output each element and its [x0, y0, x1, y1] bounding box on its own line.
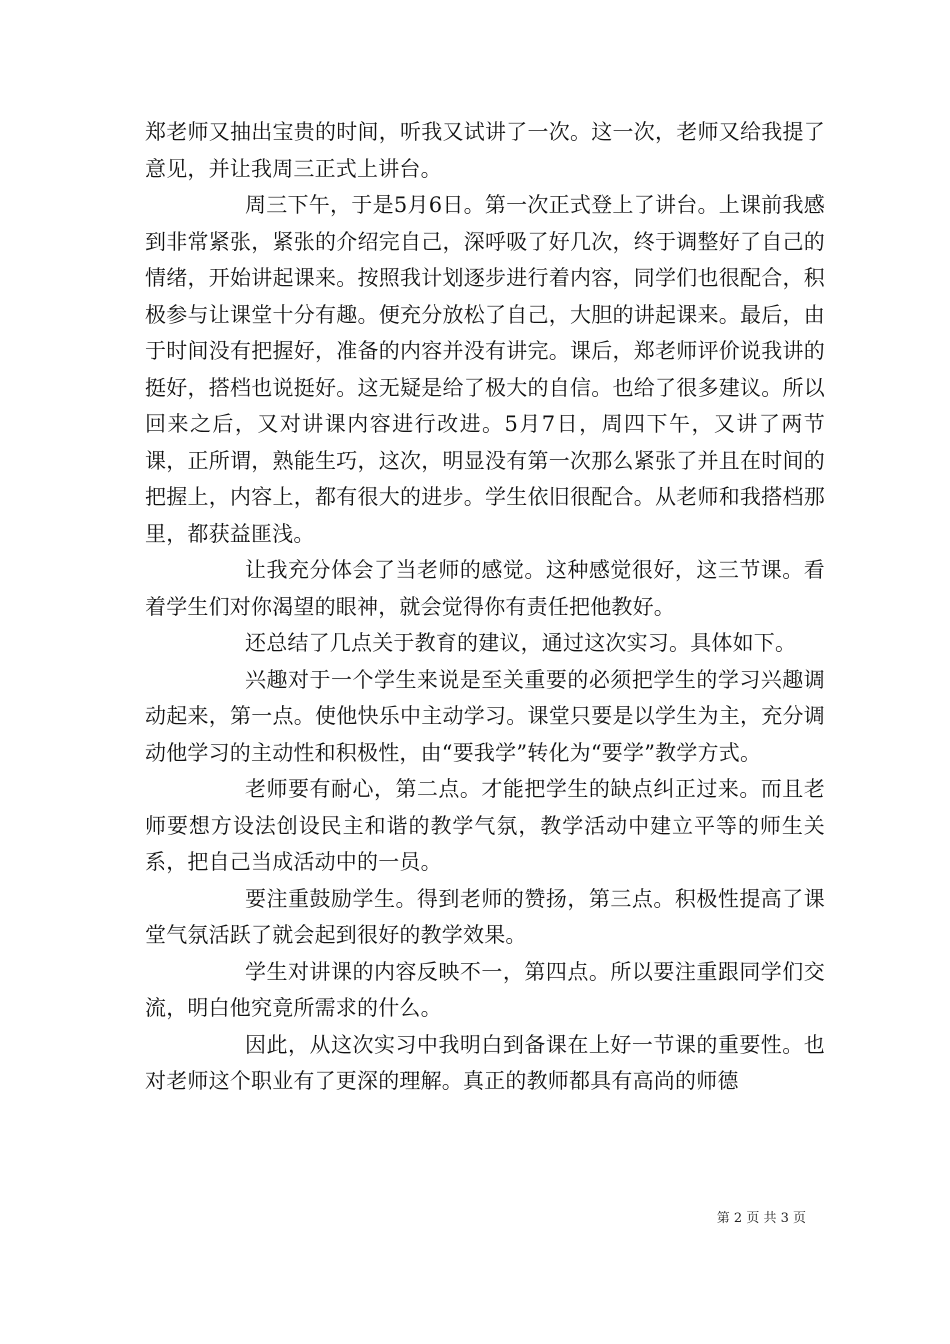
paragraph-3: 让我充分体会了当老师的感觉。这种感觉很好，这三节课。看着学生们对你渴望的眼神，就会觉得你有责任把他教好。 [145, 558, 825, 619]
paragraph-1: 郑老师又抽出宝贵的时间，听我又试讲了一次。这一次，老师又给我提了意见，并让我周三正式上讲台。 [145, 120, 825, 181]
paragraph-4: 还总结了几点关于教育的建议，通过这次实习。具体如下。 [245, 631, 797, 655]
paragraph-5: 兴趣对于一个学生来说是至关重要的必须把学生的学习兴趣调动起来，第一点。使他快乐中主动学习。课堂只要是以学生为主，充分调动他学习的主动性和积极性，由“要我学”转化为“要学”教学方式。 [145, 667, 825, 765]
body-text [145, 114, 825, 1100]
paragraph-8: 学生对讲课的内容反映不一，第四点。所以要注重跟同学们交流，明白他究竟所需求的什么。 [145, 959, 825, 1020]
paragraph-9: 因此，从这次实习中我明白到备课在上好一节课的重要性。也对老师这个职业有了更深的理解。真正的教师都具有高尚的师德 [145, 1032, 825, 1093]
page-number-footer: 第 2 页 共 3 页 [716, 1211, 806, 1226]
paragraph-6: 老师要有耐心，第二点。才能把学生的缺点纠正过来。而且老师要想方设法创设民主和谐的教学气氛，教学活动中建立平等的师生关系，把自己当成活动中的一员。 [145, 777, 825, 874]
paragraph-2: 周三下午，于是5月6日。第一次正式登上了讲台。上课前我感到非常紧张，紧张的介绍完自己，深呼吸了好几次，终于调整好了自己的情绪，开始讲起课来。按照我计划逐步进行着内容，同学们也很配合，积极参与让课堂十分有趣。便充分放松了自己，大胆的讲起课来。最后，由于时间没有把握好，准备的内容并没有讲完。课后，郑老师评价说我讲的挺好，搭档也说挺好。这无疑是给了极大的自信。也给了很多建议。所以回来之后，又对讲课内容进行改进。5月7日，周四下午，又讲了两节课，正所谓，熟能生巧，这次，明显没有第一次那么紧张了并且在时间的把握上，内容上，都有很大的进步。学生依旧很配合。从老师和我搭档那里，都获益匪浅。 [145, 193, 825, 546]
paragraph-7: 要注重鼓励学生。得到老师的赞扬，第三点。积极性提高了课堂气氛活跃了就会起到很好的教学效果。 [145, 886, 825, 947]
